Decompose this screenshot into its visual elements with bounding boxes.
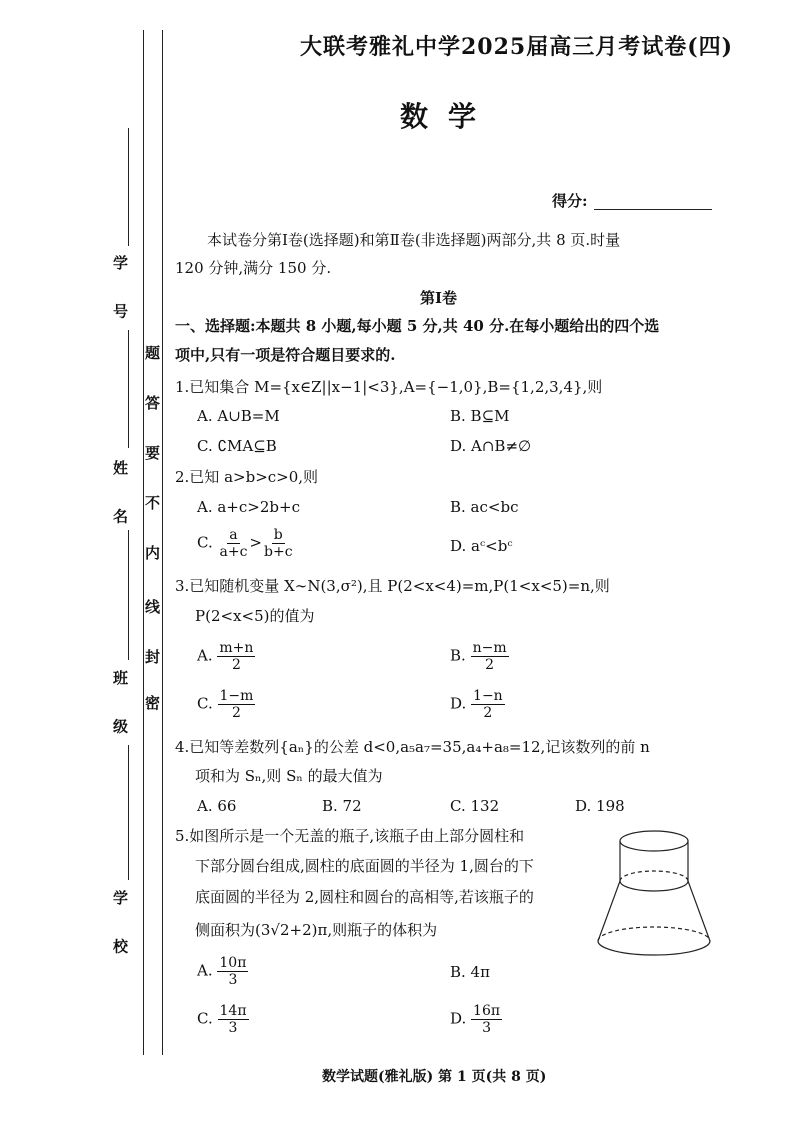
page-footer: 数学试题(雅礼版) 第 1 页(共 8 页) <box>322 1069 547 1085</box>
q5-stem-4: 侧面积为(3√2+2)π,则瓶子的体积为 <box>195 921 438 939</box>
score-blank[interactable] <box>594 209 712 210</box>
q4-stem-2: 项和为 Sₙ,则 Sₙ 的最大值为 <box>195 767 383 785</box>
fraction: $\frac{10\pi}{3}$ <box>219 955 247 988</box>
name-label: 姓 名 <box>111 460 129 538</box>
fraction: $\frac{b}{b+c}$ <box>264 527 293 560</box>
seal-char: 答 <box>145 394 161 412</box>
section-instructions-1: 一、选择题:本题共 8 小题,每小题 5 分,共 40 分.在每小题给出的四个选 <box>175 317 660 335</box>
q5-option-b[interactable]: B. 4π <box>450 963 490 981</box>
class-blank <box>128 530 129 660</box>
q3-option-c[interactable]: C. $\frac{1-m}{2}$ <box>197 688 254 721</box>
junction-back-arc <box>620 871 688 881</box>
seal-char: 要 <box>145 444 161 462</box>
base-front-arc <box>598 941 710 955</box>
seal-char: 内 <box>145 544 161 562</box>
q1-option-a[interactable]: A. A∪B=M <box>197 407 280 425</box>
binding-line-right <box>162 30 163 1055</box>
q5-stem-1: 5.如图所示是一个无盖的瓶子,该瓶子由上部分圆柱和 <box>175 827 525 845</box>
frustum-right-side <box>688 881 710 941</box>
fraction: $\frac{16\pi}{3}$ <box>473 1003 501 1036</box>
school-blank <box>128 745 129 880</box>
q5-option-d[interactable]: D. $\frac{16\pi}{3}$ <box>450 1003 501 1036</box>
q4-option-a[interactable]: A. 66 <box>197 797 237 815</box>
exam-title: 大联考雅礼中学2025届高三月考试卷(四) <box>300 34 734 60</box>
q5-option-c[interactable]: C. $\frac{14\pi}{3}$ <box>197 1003 247 1036</box>
q1-option-d[interactable]: D. A∩B≠∅ <box>450 437 532 455</box>
bottle-figure <box>592 825 716 965</box>
score-label: 得分: <box>552 192 588 210</box>
q5-option-a[interactable]: A. $\frac{10\pi}{3}$ <box>197 955 247 988</box>
seal-char: 线 <box>145 598 161 616</box>
binding-line-left <box>143 30 144 1055</box>
base-back-arc <box>598 927 710 941</box>
q3-stem-2: P(2<x<5)的值为 <box>195 607 315 625</box>
fraction: $\frac{a}{a+c}$ <box>219 527 248 560</box>
q2-option-d[interactable]: D. aᶜ<bᶜ <box>450 537 513 555</box>
student-id-label: 学 号 <box>111 255 129 333</box>
q5-stem-2: 下部分圆台组成,圆柱的底面圆的半径为 1,圆台的下 <box>195 857 534 875</box>
q2-stem: 2.已知 a>b>c>0,则 <box>175 468 319 486</box>
cylinder-top-rim <box>620 831 688 851</box>
q2-option-c[interactable]: C. $\frac{a}{a+c}$ > $\frac{b}{b+c}$ <box>197 527 293 560</box>
fraction: $\frac{m+n}{2}$ <box>219 640 254 673</box>
seal-char: 不 <box>145 494 161 512</box>
class-label: 班 级 <box>111 670 129 748</box>
q4-option-b[interactable]: B. 72 <box>322 797 362 815</box>
intro-line-1: 本试卷分第Ⅰ卷(选择题)和第Ⅱ卷(非选择题)两部分,共 8 页.时量 <box>207 231 621 249</box>
q2-option-a[interactable]: A. a+c>2b+c <box>197 498 300 516</box>
q2-option-b[interactable]: B. ac<bc <box>450 498 519 516</box>
student-id-blank <box>128 128 129 246</box>
intro-line-2: 120 分钟,满分 150 分. <box>175 259 332 277</box>
q1-option-c[interactable]: C. ∁MA⊆B <box>197 437 277 455</box>
fraction: $\frac{1-n}{2}$ <box>473 688 503 721</box>
fraction: $\frac{14\pi}{3}$ <box>219 1003 247 1036</box>
q3-option-b[interactable]: B. $\frac{n-m}{2}$ <box>450 640 507 673</box>
q1-stem: 1.已知集合 M={x∈Z||x−1|<3},A={−1,0},B={1,2,3,4},则 <box>175 378 603 396</box>
section-instructions-2: 项中,只有一项是符合题目要求的. <box>175 346 396 364</box>
seal-char: 封 <box>145 648 161 666</box>
fraction: $\frac{n-m}{2}$ <box>472 640 507 673</box>
seal-char: 题 <box>145 344 161 362</box>
q4-option-d[interactable]: D. 198 <box>575 797 625 815</box>
fraction: $\frac{1-m}{2}$ <box>219 688 254 721</box>
q4-option-c[interactable]: C. 132 <box>450 797 500 815</box>
q3-stem-1: 3.已知随机变量 X∼N(3,σ²),且 P(2<x<4)=m,P(1<x<5)=n,则 <box>175 577 610 595</box>
frustum-left-side <box>598 881 620 941</box>
q3-option-d[interactable]: D. $\frac{1-n}{2}$ <box>450 688 503 721</box>
junction-front-arc <box>620 881 688 891</box>
section-heading: 第Ⅰ卷 <box>420 289 458 307</box>
q5-stem-3: 底面圆的半径为 2,圆柱和圆台的高相等,若该瓶子的 <box>195 888 534 906</box>
name-blank <box>128 330 129 448</box>
seal-char: 密 <box>145 694 161 712</box>
q1-option-b[interactable]: B. B⊆M <box>450 407 510 425</box>
q4-stem-1: 4.已知等差数列{aₙ}的公差 d<0,a₅a₇=35,a₄+a₈=12,记该数列的前 n <box>175 738 650 756</box>
q3-option-a[interactable]: A. $\frac{m+n}{2}$ <box>197 640 254 673</box>
subject-title: 数学 <box>400 100 497 133</box>
school-label: 学 校 <box>111 890 129 968</box>
